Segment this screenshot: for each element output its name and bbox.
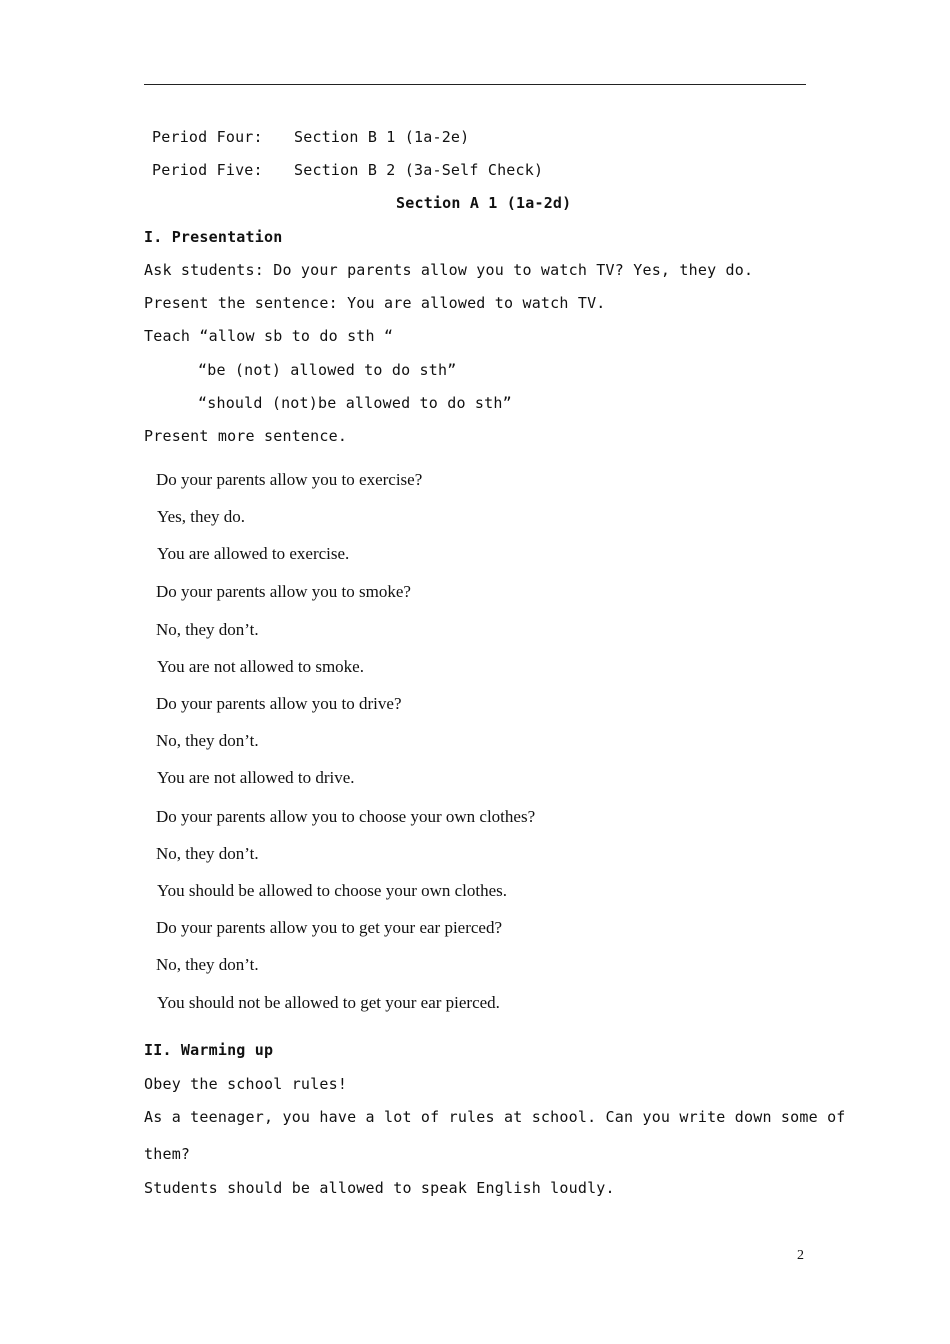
dialogue-line: You are allowed to exercise. bbox=[157, 544, 350, 563]
dialogue-line: You are not allowed to smoke. bbox=[157, 657, 364, 676]
presentation-heading: I. Presentation bbox=[144, 228, 283, 246]
dialogue-line: Do your parents allow you to exercise? bbox=[156, 470, 423, 489]
dialogue-line: No, they don’t. bbox=[156, 844, 259, 863]
schedule-value: Section B 1 (1a-2e) bbox=[294, 128, 470, 146]
presentation-teach-2: “be (not) allowed to do sth” bbox=[198, 361, 457, 379]
schedule-value: Section B 2 (3a-Self Check) bbox=[294, 161, 544, 179]
page-number: 2 bbox=[797, 1248, 804, 1263]
dialogue-line: Do your parents allow you to drive? bbox=[156, 694, 402, 713]
warming-up-prompt-line-1: As a teenager, you have a lot of rules at school. Can you write down some of bbox=[144, 1108, 846, 1126]
dialogue-line: You should be allowed to choose your own clothes. bbox=[157, 881, 508, 900]
dialogue-line: No, they don’t. bbox=[156, 620, 259, 639]
dialogue-line: No, they don’t. bbox=[156, 955, 259, 974]
schedule-label: Period Four: bbox=[152, 128, 263, 146]
dialogue-line: You are not allowed to drive. bbox=[157, 768, 355, 787]
presentation-teach-3: “should (not)be allowed to do sth” bbox=[198, 394, 512, 412]
warming-up-prompt-line-2: them? bbox=[144, 1145, 191, 1163]
warming-up-obey: Obey the school rules! bbox=[144, 1075, 348, 1093]
presentation-more: Present more sentence. bbox=[144, 427, 348, 445]
schedule-label: Period Five: bbox=[152, 161, 263, 179]
section-title: Section A 1 (1a-2d) bbox=[396, 194, 572, 212]
header-rule bbox=[144, 84, 806, 85]
dialogue-line: Do your parents allow you to choose your own clothes? bbox=[156, 807, 536, 826]
presentation-teach-1: Teach “allow sb to do sth “ bbox=[144, 327, 394, 345]
presentation-present: Present the sentence: You are allowed to watch TV. bbox=[144, 294, 606, 312]
dialogue-line: Yes, they do. bbox=[157, 507, 246, 526]
dialogue-line: Do your parents allow you to get your ear pierced? bbox=[156, 918, 503, 937]
warming-up-heading: II. Warming up bbox=[144, 1041, 274, 1059]
dialogue-line: You should not be allowed to get your ear pierced. bbox=[157, 993, 500, 1012]
dialogue-line: Do your parents allow you to smoke? bbox=[156, 582, 411, 601]
presentation-ask: Ask students: Do your parents allow you to watch TV? Yes, they do. bbox=[144, 261, 754, 279]
warming-up-example: Students should be allowed to speak English loudly. bbox=[144, 1179, 615, 1197]
dialogue-line: No, they don’t. bbox=[156, 731, 259, 750]
